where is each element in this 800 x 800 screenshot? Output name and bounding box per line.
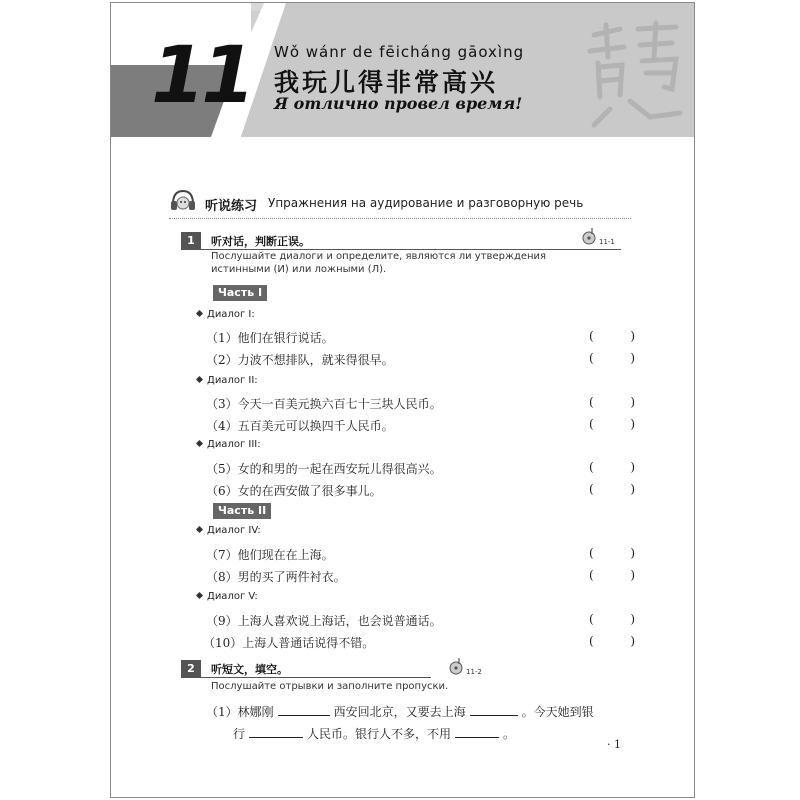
audio-disc-icon[interactable]: [448, 656, 464, 676]
page-number: · 1: [607, 738, 621, 751]
dialog-label: Диалог III:: [197, 439, 261, 450]
audio-track-code: 11-2: [466, 668, 482, 676]
diamond-bullet-icon: [196, 310, 203, 317]
audio-disc-icon[interactable]: [581, 226, 597, 246]
chapter-number: 11: [151, 31, 252, 121]
statement-2: （2）力波不想排队，就来得很早。: [206, 353, 394, 367]
exercise-1-header: [181, 232, 621, 250]
fill-blank[interactable]: [455, 736, 499, 738]
section-title-russian: Упражнения на аудирование и разговорную речь: [268, 196, 584, 210]
exercise-number: 2: [181, 660, 201, 677]
exercise-number: 1: [181, 232, 201, 249]
part-1-label: Часть I: [213, 285, 267, 301]
statement-4: （4）五百美元可以换四千人民币。: [206, 419, 394, 433]
section-title-chinese: 听说练习: [205, 199, 258, 214]
section-heading: [169, 188, 631, 219]
statement-9: （9）上海人喜欢说上海话，也会说普通话。: [206, 614, 442, 628]
statement-6: （6）女的在西安做了很多事儿。: [206, 484, 382, 498]
answer-blank-2[interactable]: ( ): [589, 351, 635, 365]
statement-8: （8）男的买了两件衬衣。: [206, 570, 346, 584]
fill-in-line-2: 行 人民币。银行人不多，不用 。: [233, 727, 516, 741]
answer-blank-7[interactable]: ( ): [589, 546, 635, 560]
statement-5: （5）女的和男的一起在西安玩儿得很高兴。: [206, 462, 442, 476]
dialog-label: Диалог IV:: [197, 525, 261, 536]
diamond-bullet-icon: [196, 592, 203, 599]
fill-in-line-1: （1）林娜刚 西安回北京，又要去上海 。今天她到银: [206, 705, 594, 719]
answer-blank-10[interactable]: ( ): [589, 634, 635, 648]
fill-blank[interactable]: [470, 714, 518, 716]
part-2-label: Часть II: [213, 503, 271, 519]
diamond-bullet-icon: [196, 376, 203, 383]
exercise-2-instruction: Послушайте отрывки и заполните пропуски.: [211, 681, 449, 692]
calligraphy-seal-decoration: [580, 17, 688, 131]
exercise-1-instruction: Послушайте диалоги и определите, являются ли утверждения истинными (И) или ложными (Л).: [211, 251, 547, 275]
answer-blank-4[interactable]: ( ): [589, 417, 635, 431]
audio-track-code: 11-1: [599, 238, 615, 246]
exercise-2-header: [181, 660, 431, 678]
statement-7: （7）他们现在在上海。: [206, 548, 334, 562]
title-pinyin: Wǒ wánr de fēicháng gāoxìng: [274, 43, 525, 61]
exercise-title: 听短文，填空。: [211, 663, 288, 676]
title-russian: Я отлично провел время!: [274, 94, 523, 113]
dialog-label: Диалог V:: [197, 591, 258, 602]
statement-3: （3）今天一百美元换六百七十三块人民币。: [206, 397, 442, 411]
workbook-page: [110, 2, 695, 798]
dialog-label: Диалог I:: [197, 309, 255, 320]
answer-blank-5[interactable]: ( ): [589, 460, 635, 474]
fill-blank[interactable]: [249, 736, 303, 738]
dialog-label: Диалог II:: [197, 375, 258, 386]
answer-blank-8[interactable]: ( ): [589, 568, 635, 582]
answer-blank-6[interactable]: ( ): [589, 482, 635, 496]
diamond-bullet-icon: [196, 526, 203, 533]
diamond-bullet-icon: [196, 440, 203, 447]
statement-10: （10）上海人普通话说得不错。: [203, 636, 375, 650]
statement-1: （1）他们在银行说话。: [206, 331, 334, 345]
fill-blank[interactable]: [278, 714, 330, 716]
answer-blank-9[interactable]: ( ): [589, 612, 635, 626]
answer-blank-1[interactable]: ( ): [589, 329, 635, 343]
exercise-title: 听对话，判断正误。: [211, 235, 310, 248]
answer-blank-3[interactable]: ( ): [589, 395, 635, 409]
headphones-icon: [169, 188, 197, 214]
title-chinese: 我玩儿得非常高兴: [274, 68, 499, 97]
